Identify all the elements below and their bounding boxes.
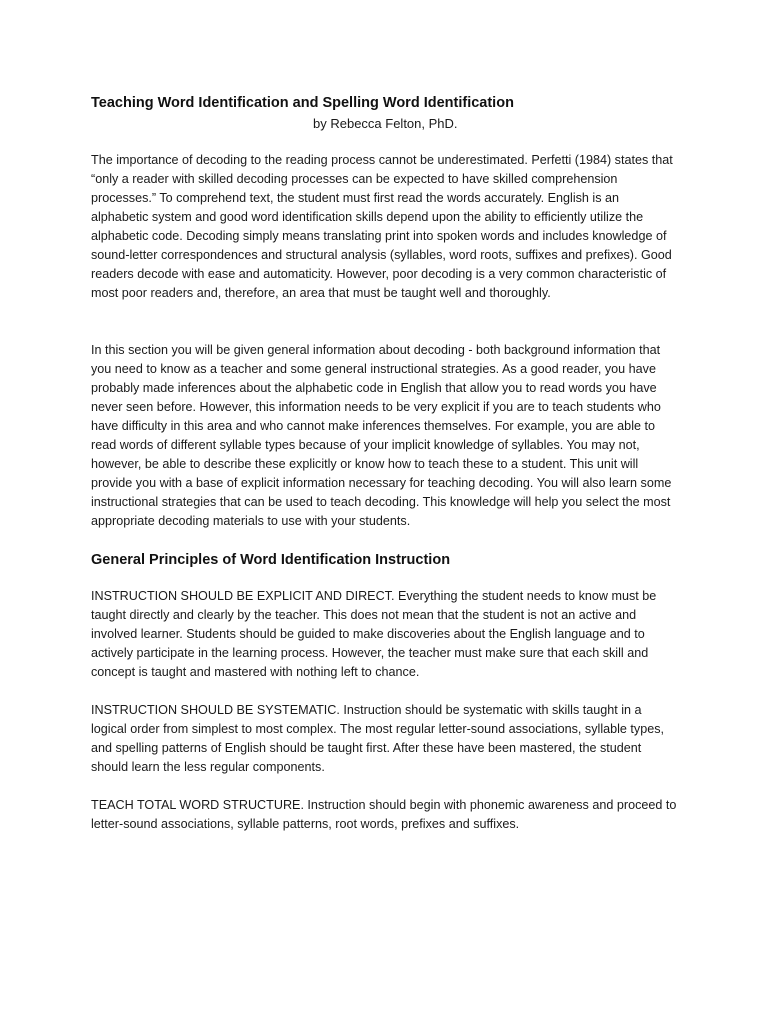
document-body bbox=[91, 92, 679, 834]
principle-paragraph: TEACH TOTAL WORD STRUCTURE. Instruction should begin with phonemic awareness and proceed to letter-sound associations, syllable patterns, root words, prefixes and suffixes. bbox=[91, 798, 677, 831]
section-heading: General Principles of Word Identification Instruction bbox=[91, 552, 451, 568]
document-title: Teaching Word Identification and Spelling Word Identification bbox=[91, 95, 514, 111]
body-paragraph: The importance of decoding to the reading process cannot be underestimated. Perfetti (1984) states that “only a reader with skilled decoding processes can be expected to have skilled comprehension processes.” To comprehend text, the student must first read the words accurately. English is an alphabetic system and good word identification skills depend upon the ability to efficiently utilize the alphabetic code. Decoding simply means translating print into spoken words and includes knowledge of sound-letter correspondences and structural analysis (syllables, word roots, suffixes and prefixes). Good readers decode with ease and automaticity. However, poor decoding is a very common characteristic of most poor readers and, therefore, an area that must be taught well and thoroughly. bbox=[91, 153, 673, 300]
author-byline: by Rebecca Felton, PhD. bbox=[313, 116, 458, 131]
body-paragraph: In this section you will be given general information about decoding - both background information that you need to know as a teacher and some general instructional strategies. As a good reader, you have probably made inferences about the alphabetic code in English that allow you to read words you have never seen before. However, this information needs to be very explicit if you are to teach students who have difficulty in this area and who cannot make inferences themselves. For example, you are able to read words of different syllable types because of your implicit knowledge of syllables. You may not, however, be able to describe these explicitly or know how to teach these to a student. This unit will provide you with a base of explicit information necessary for teaching decoding. You will also learn some instructional strategies that can be used to teach decoding. This knowledge will help you select the most appropriate decoding materials to use with your students. bbox=[91, 343, 672, 528]
principle-paragraph: INSTRUCTION SHOULD BE SYSTEMATIC. Instruction should be systematic with skills taught in a logical order from simplest to most complex. The most regular letter-sound associations, syllable types, and spelling patterns of English should be taught first. After these have been mastered, the student should learn the less regular components. bbox=[91, 703, 665, 774]
principle-paragraph: INSTRUCTION SHOULD BE EXPLICIT AND DIRECT. Everything the student needs to know must be taught directly and clearly by the teacher. This does not mean that the student is not an active and involved learner. Students should be guided to make discoveries about the English language and to actively participate in the learning process. However, the teacher must make sure that each skill and concept is taught and mastered with nothing left to chance. bbox=[91, 589, 657, 679]
